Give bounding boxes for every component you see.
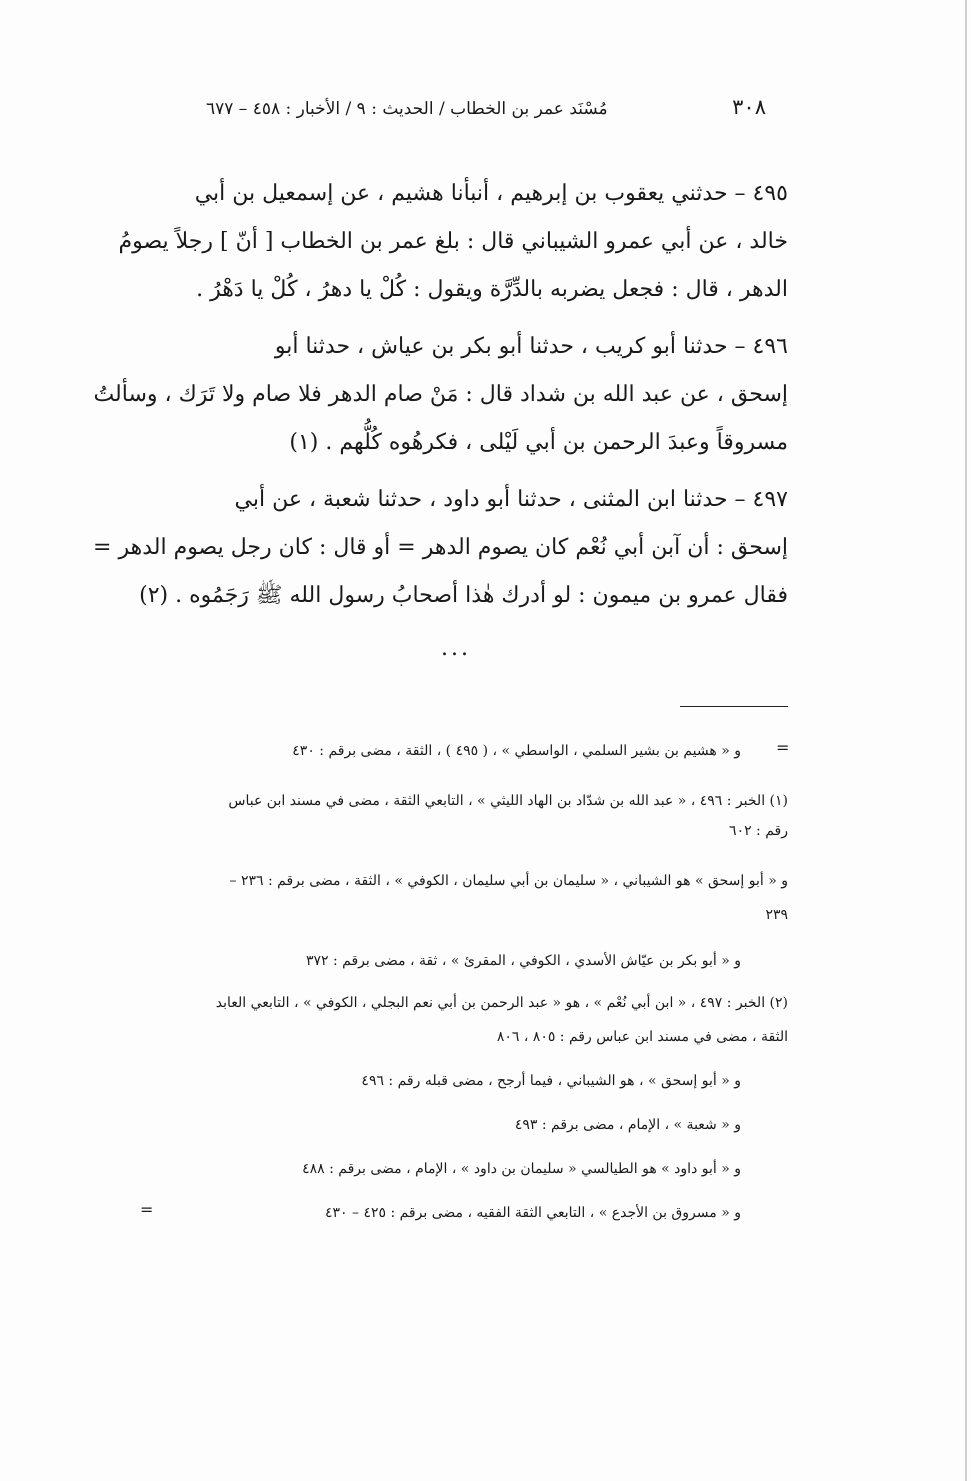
entry-line: ٤٩٥ – حدثني يعقوب بن إبرهيم ، أنبأنا هشيم ، عن إسمعيل بن أبي [194, 181, 788, 206]
footnote-line: و « شعبة » ، الإمام ، مضى برقم : ٤٩٣ [514, 1117, 741, 1133]
entry-line: مسروقاً وعبدَ الرحمن بن أبي لَيْلى ، فكرهُوه كُلُّهم . (١) [289, 430, 788, 455]
footnote-line: و « مسروق بن الأجدع » ، التابعي الثقة الفقيه ، مضى برقم : ٤٢٥ – ٤٣٠ [324, 1205, 741, 1221]
entry-line: إسحق ، عن عبد الله بن شداد قال : مَنْ صام الدهر فلا صام ولا تَرَك ، وسألتُ [93, 382, 788, 407]
hadith-entry-496 [93, 323, 788, 467]
entry-line: خالد ، عن أبي عمرو الشيباني قال : بلغ عمر بن الخطاب [ أنّ ] رجلاً يصومُ [118, 229, 788, 254]
footnote-line: و « أبو داود » هو الطيالسي « سليمان بن داود » ، الإمام ، مضى برقم : ٤٨٨ [302, 1161, 741, 1177]
footnote-line: (١) الخبر : ٤٩٦ ، « عبد الله بن شدّاد بن الهاد الليثي » ، التابعي الثقة ، مضى في مسند ابن عباس [228, 793, 788, 809]
footnote-line: و « هشيم بن بشير السلمي ، الواسطي » ، ( ٤٩٥ ) ، الثقة ، مضى برقم : ٤٣٠ [292, 743, 741, 759]
entry-line: فقال عمرو بن ميمون : لو أدرك هٰذا أصحابُ رسول الله ﷺ رَجَمُوه . (٢) [139, 583, 788, 608]
footnote-continuation-mark: = [776, 738, 790, 757]
footnote-line: رقم : ٦٠٢ [729, 823, 788, 839]
footnote-line: (٢) الخبر : ٤٩٧ ، « ابن أبي نُعْم » ، هو « عبد الرحمن بن أبي نعم البجلي ، الكوفي » ، التابعي العابد [215, 995, 788, 1011]
entry-line: ٤٩٦ – حدثنا أبو كريب ، حدثنا أبو بكر بن عياش ، حدثنا أبو [274, 334, 788, 359]
running-title: مُسْنَد عمر بن الخطاب / الحديث : ٩ / الأخبار : ٤٥٨ – ٦٧٧ [206, 99, 608, 119]
entry-line: الدهر ، قال : فجعل يضربه بالدِّرَّة ويقول : كُلْ يا دهرُ ، كُلْ يا دَهْرُ . [196, 277, 788, 302]
entry-line: إسحق : أن آبن أبي نُعْم كان يصوم الدهر = أو قال : كان رجل يصوم الدهر = [93, 535, 788, 560]
footnote-line: الثقة ، مضى في مسند ابن عباس رقم : ٨٠٥ ، ٨٠٦ [496, 1029, 788, 1045]
page-header [206, 95, 766, 129]
page-number: ٣٠٨ [732, 95, 766, 119]
footnote-line: ٢٣٩ [765, 907, 788, 923]
hadith-entry-497 [93, 476, 788, 620]
section-ellipsis: ... [441, 636, 471, 661]
entry-line: ٤٩٧ – حدثنا ابن المثنى ، حدثنا أبو داود ، حدثنا شعبة ، عن أبي [234, 487, 788, 512]
footnote-divider [680, 706, 788, 707]
footnote-continuation-mark: = [140, 1200, 154, 1219]
page-spine-edge [965, 0, 967, 1481]
hadith-entry-495 [118, 170, 788, 314]
footnote-line: و « أبو إسحق » هو الشيباني ، « سليمان بن أبي سليمان ، الكوفي » ، الثقة ، مضى برقم : ٢٣٦ – [229, 873, 788, 889]
footnote-line: و « أبو إسحق » ، هو الشيباني ، فيما أرجح ، مضى قبله رقم : ٤٩٦ [361, 1073, 741, 1089]
footnote-line: و « أبو بكر بن عيّاش الأسدي ، الكوفي ، المقرئ » ، ثقة ، مضى برقم : ٣٧٢ [305, 953, 741, 969]
